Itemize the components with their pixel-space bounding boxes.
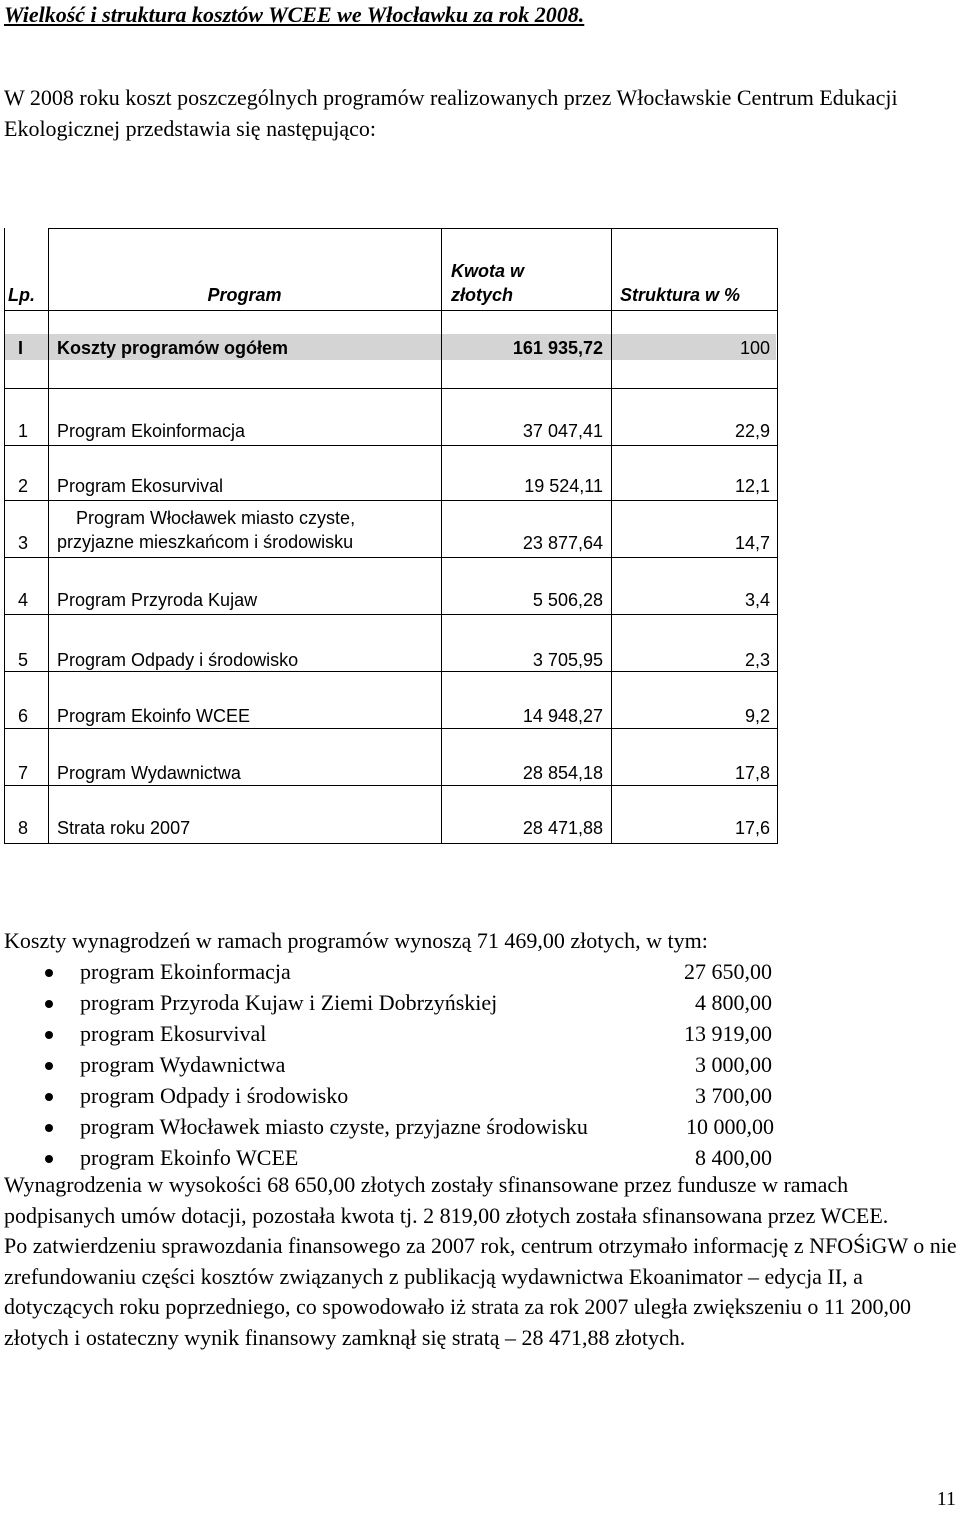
header-kwota-line2: złotych bbox=[451, 285, 514, 305]
salaries-section bbox=[4, 926, 958, 1353]
table-row-lp: 8 bbox=[18, 818, 29, 838]
table-row-kwota: 28 471,88 bbox=[522, 818, 603, 838]
table-row-lp: 7 bbox=[18, 763, 29, 783]
total-kwota: 161 935,72 bbox=[512, 338, 603, 358]
paragraph-funding: Wynagrodzenia w wysokości 68 650,00 złotych zostały sfinansowane przez fundusze w ramach podpisanych umów dotacji, pozostała kwota tj. 2 819,00 złotych została sfinansowana przez WCEE. bbox=[4, 1172, 889, 1228]
table-row-struktura: 17,6 bbox=[734, 818, 770, 838]
salary-value: 27 650,00 bbox=[684, 959, 772, 984]
table-row-program: Program Ekoinfo WCEE bbox=[57, 706, 251, 726]
table-row-lp: 4 bbox=[18, 590, 29, 610]
salary-label: program Odpady i środowisko bbox=[80, 1083, 349, 1108]
list-item bbox=[4, 1050, 958, 1081]
table-row-struktura: 2,3 bbox=[744, 650, 770, 670]
table-row-program: Program Odpady i środowisko bbox=[57, 650, 299, 670]
total-row-shading-lp bbox=[4, 334, 48, 360]
salary-value: 8 400,00 bbox=[695, 1145, 772, 1170]
table-row-kwota: 37 047,41 bbox=[522, 421, 603, 441]
list-item bbox=[4, 1143, 958, 1174]
salary-value: 13 919,00 bbox=[684, 1021, 772, 1046]
salary-label: program Włocławek miasto czyste, przyjazne środowisku bbox=[80, 1114, 588, 1139]
table-row-kwota: 3 705,95 bbox=[532, 650, 603, 670]
header-lp: Lp. bbox=[8, 285, 35, 305]
table-row-lp: 2 bbox=[18, 476, 29, 496]
header-program: Program bbox=[207, 285, 282, 305]
intro-text: W 2008 roku koszt poszczególnych programów realizowanych przez Włocławskie Centrum Edukacji Ekologicznej przedstawia się następująco: bbox=[4, 85, 898, 141]
salary-value: 4 800,00 bbox=[695, 990, 772, 1015]
table-row-struktura: 17,8 bbox=[734, 763, 770, 783]
header-kwota-line1: Kwota w bbox=[451, 261, 525, 281]
list-item bbox=[4, 957, 958, 988]
bullet-icon bbox=[45, 1000, 53, 1008]
bullet-icon bbox=[45, 1031, 53, 1039]
table-row-lp: 3 bbox=[18, 533, 29, 553]
total-lp: I bbox=[18, 338, 24, 358]
table-row-program-line2: przyjazne mieszkańcom i środowisku bbox=[57, 532, 354, 552]
table-row-struktura: 22,9 bbox=[734, 421, 770, 441]
table-row-program: Program Ekosurvival bbox=[57, 476, 224, 496]
salary-label: program Przyroda Kujaw i Ziemi Dobrzyńskiej bbox=[80, 990, 498, 1015]
table-row-program: Program Przyroda Kujaw bbox=[57, 590, 258, 610]
salary-label: program Wydawnictwa bbox=[80, 1052, 286, 1077]
table-row-kwota: 14 948,27 bbox=[522, 706, 603, 726]
total-struktura: 100 bbox=[739, 338, 770, 358]
bullet-icon bbox=[45, 1093, 53, 1101]
table-row-struktura: 14,7 bbox=[734, 533, 770, 553]
bullet-icon bbox=[45, 1155, 53, 1163]
table-row-kwota: 5 506,28 bbox=[532, 590, 603, 610]
list-item bbox=[4, 1019, 958, 1050]
bullet-icon bbox=[45, 1062, 53, 1070]
document-title: Wielkość i struktura kosztów WCEE we Włocławku za rok 2008. bbox=[4, 2, 585, 27]
total-program: Koszty programów ogółem bbox=[57, 338, 289, 358]
table-row-struktura: 12,1 bbox=[734, 476, 770, 496]
table-row-program: Program Ekoinformacja bbox=[57, 421, 246, 441]
bullet-icon bbox=[45, 1124, 53, 1132]
salary-label: program Ekoinformacja bbox=[80, 959, 291, 984]
salaries-intro: Koszty wynagrodzeń w ramach programów wynoszą 71 469,00 złotych, w tym: bbox=[4, 928, 708, 953]
page-number: 11 bbox=[936, 1488, 956, 1510]
header-struktura: Struktura w % bbox=[620, 285, 741, 305]
table-row-program: Program Wydawnictwa bbox=[57, 763, 241, 783]
salary-value: 3 700,00 bbox=[695, 1083, 772, 1108]
table-row-lp: 1 bbox=[18, 421, 29, 441]
list-item bbox=[4, 1112, 958, 1143]
salary-value: 10 000,00 bbox=[686, 1114, 774, 1139]
table-row-program: Strata roku 2007 bbox=[57, 818, 191, 838]
table-row-program-line1: Program Włocławek miasto czyste, bbox=[76, 508, 356, 528]
table-row-lp: 5 bbox=[18, 650, 29, 670]
salary-value: 3 000,00 bbox=[695, 1052, 772, 1077]
table-row-lp: 6 bbox=[18, 706, 29, 726]
table-row-struktura: 9,2 bbox=[744, 706, 770, 726]
bullet-icon bbox=[45, 969, 53, 977]
paragraph-loss: Po zatwierdzeniu sprawozdania finansowego za 2007 rok, centrum otrzymało informację z NFOŚiGW o nie zrefundowaniu części kosztów związanych z publikacją wydawnictwa Ekoanimator – edycja II, a dotyczących roku poprzedniego, co spowodowało iż strata za rok 2007 uległa zwiększeniu o 11 200,00 złotych i ostateczny wynik finansowy zamknął się stratą – 28 471,88 złotych. bbox=[4, 1233, 957, 1350]
table-row-kwota: 28 854,18 bbox=[522, 763, 603, 783]
salary-label: program Ekosurvival bbox=[80, 1021, 267, 1046]
table-row-kwota: 19 524,11 bbox=[524, 476, 603, 496]
list-item bbox=[4, 988, 958, 1019]
list-item bbox=[4, 1081, 958, 1112]
table-row-struktura: 3,4 bbox=[744, 590, 770, 610]
table-row-kwota: 23 877,64 bbox=[522, 533, 603, 553]
salary-label: program Ekoinfo WCEE bbox=[80, 1145, 299, 1170]
